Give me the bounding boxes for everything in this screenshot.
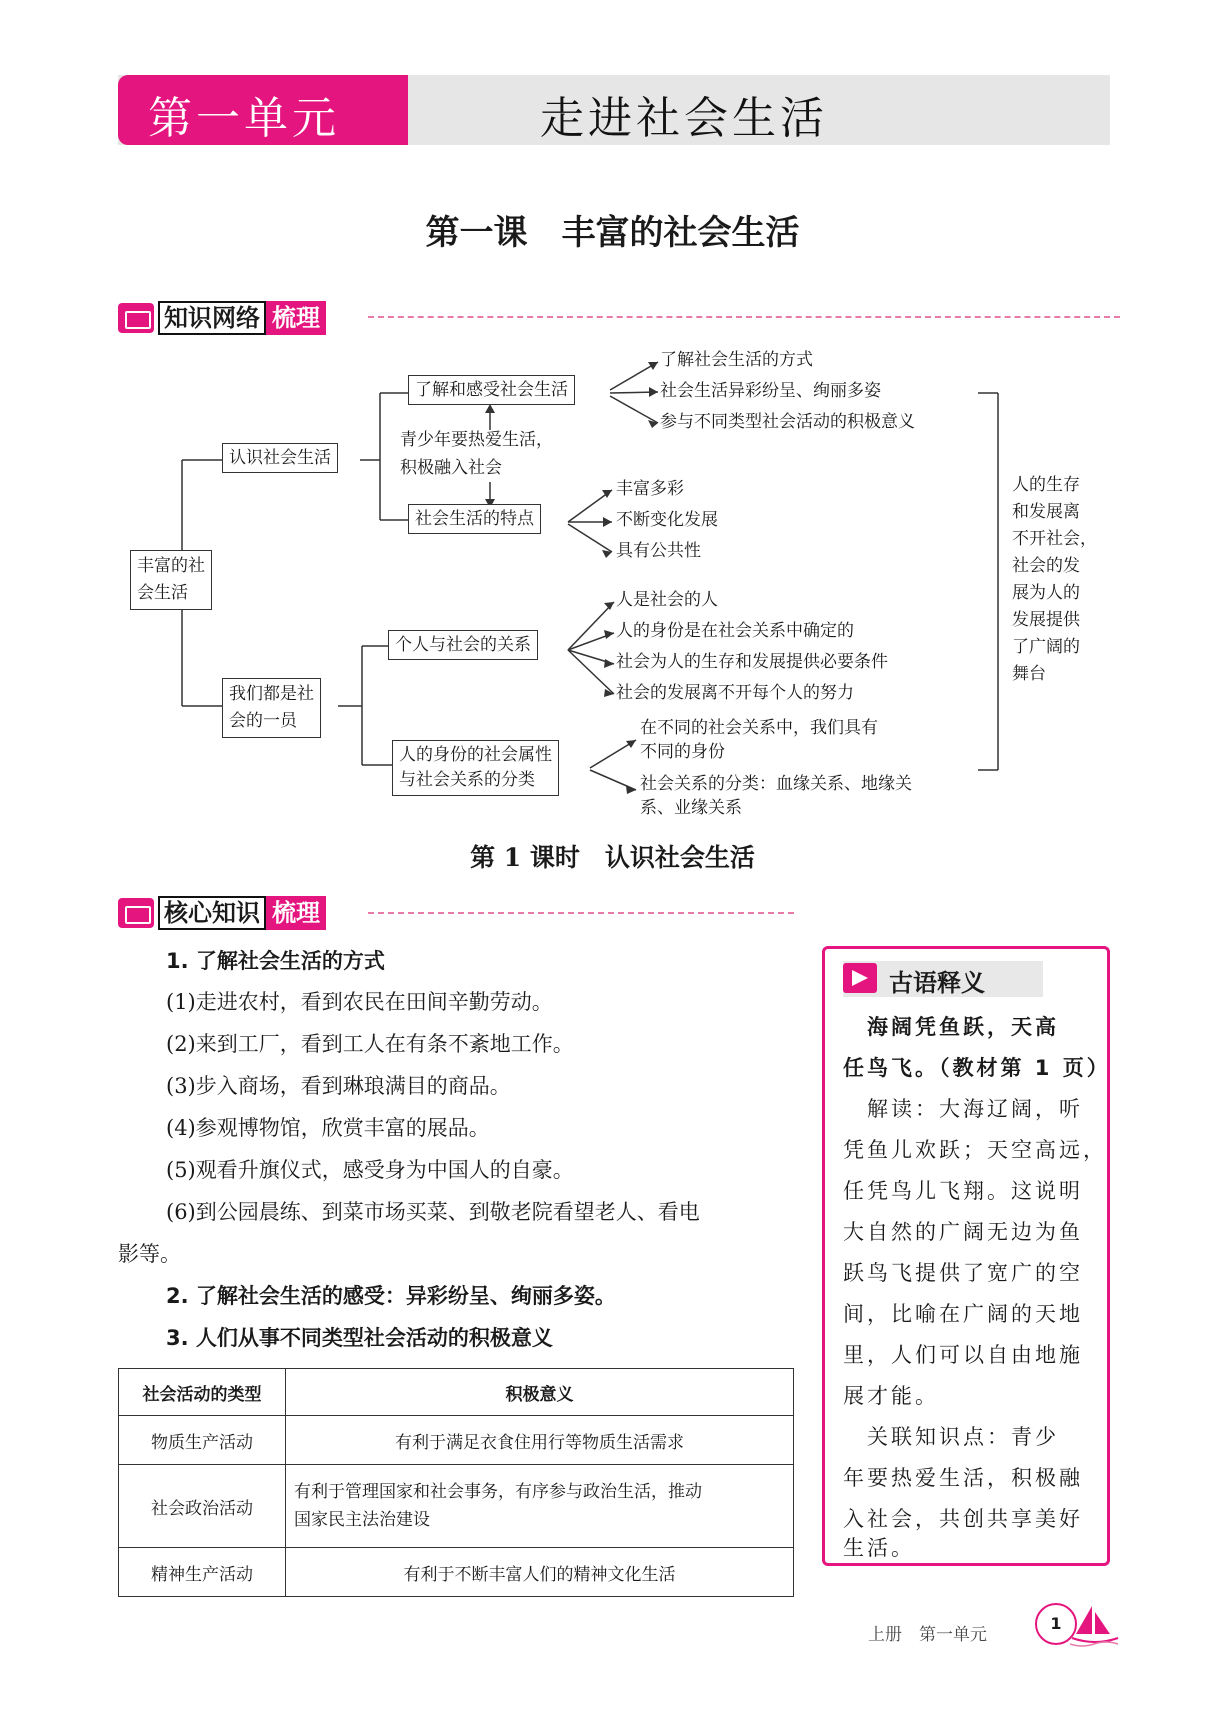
point-item: (1)走进农村，看到农民在田间辛勤劳动。 xyxy=(166,990,553,1014)
section-label: 核心知识 xyxy=(158,896,266,930)
section-header-core-knowledge xyxy=(118,895,326,931)
point-item: (5)观看升旗仪式，感受身为中国人的自豪。 xyxy=(166,1158,574,1182)
mind-map-connectors xyxy=(0,0,1225,830)
table-row xyxy=(119,1416,794,1465)
page-number: 1 xyxy=(1035,1603,1077,1645)
table-cell: 有利于满足衣食住用行等物质生活需求 xyxy=(286,1416,794,1465)
sidebar-text: 生活。 xyxy=(843,1536,915,1560)
mindmap-leaf: 人是社会的人 xyxy=(616,590,718,610)
unit-label: 第一单元 xyxy=(148,93,340,144)
sidebar-title: 古语释义 xyxy=(889,969,985,997)
sailboat-icon xyxy=(1070,1598,1120,1648)
table-cell: 有利于管理国家和社会事务，有序参与政治生活，推动 国家民主法治建设 xyxy=(286,1465,794,1548)
sidebar-text: 年要热爱生活，积极融 xyxy=(843,1466,1083,1490)
table-cell: 物质生产活动 xyxy=(119,1416,286,1465)
table-header-row xyxy=(119,1369,794,1416)
point-title: 1. 了解社会生活的方式 xyxy=(166,949,385,973)
sub-lesson-title: 第 1 课时 认识社会生活 xyxy=(470,843,755,872)
activity-table xyxy=(118,1368,794,1597)
table-cell: 有利于不断丰富人们的精神文化生活 xyxy=(286,1548,794,1597)
mindmap-node-identity-relations: 人的身份的社会属性 与社会关系的分类 xyxy=(392,740,559,796)
sidebar-text: 里，人们可以自由地施 xyxy=(843,1343,1083,1367)
sidebar-text: 间，比喻在广阔的天地 xyxy=(843,1302,1083,1326)
mindmap-summary: 人的生存 和发展离 不开社会， 社会的发 展为人的 发展提供 了广阔的 舞台 xyxy=(1012,475,1097,684)
point-item: (4)参观博物馆，欣赏丰富的展品。 xyxy=(166,1116,490,1140)
sidebar-quote: 任鸟飞。（教材第 1 页） xyxy=(843,1056,1111,1080)
mindmap-link-text: 青少年要热爱生活， 积极融入社会 xyxy=(400,430,553,478)
mindmap-root: 丰富的社 会生活 xyxy=(130,550,212,610)
section-divider xyxy=(368,912,794,914)
section-label-highlight: 梳理 xyxy=(266,301,326,335)
mindmap-node-individual-society: 个人与社会的关系 xyxy=(388,630,538,660)
sidebar-quote: 海阔凭鱼跃，天高 xyxy=(843,1015,1059,1039)
point-item: (2)来到工厂，看到工人在有条不紊地工作。 xyxy=(166,1032,574,1056)
point-item-continued: 影等。 xyxy=(118,1242,181,1266)
section-label-highlight: 梳理 xyxy=(266,896,326,930)
mindmap-branch-understand-society: 认识社会生活 xyxy=(222,443,338,473)
mindmap-leaf: 在不同的社会关系中，我们具有 不同的身份 xyxy=(640,718,878,762)
mindmap-leaf: 人的身份是在社会关系中确定的 xyxy=(616,621,854,641)
point-title: 2. 了解社会生活的感受：异彩纷呈、绚丽多姿。 xyxy=(166,1284,616,1308)
mindmap-node-understand-feel: 了解和感受社会生活 xyxy=(408,375,575,405)
sidebar-text: 入社会，共创共享美好 xyxy=(843,1507,1083,1531)
point-title: 3. 人们从事不同类型社会活动的积极意义 xyxy=(166,1326,553,1350)
table-cell: 精神生产活动 xyxy=(119,1548,286,1597)
mindmap-branch-society-member: 我们都是社 会的一员 xyxy=(222,678,321,738)
mindmap-leaf: 社会为人的生存和发展提供必要条件 xyxy=(616,652,888,672)
unit-title: 走进社会生活 xyxy=(540,93,828,144)
sidebar-text: 解读：大海辽阔，听 xyxy=(843,1097,1083,1121)
classical-quote-sidebar xyxy=(822,946,1110,1566)
point-item: (6)到公园晨练、到菜市场买菜、到敬老院看望老人、看电 xyxy=(166,1200,700,1224)
mindmap-leaf: 不断变化发展 xyxy=(616,510,718,530)
sidebar-text: 展才能。 xyxy=(843,1384,939,1408)
table-cell: 社会政治活动 xyxy=(119,1465,286,1548)
sidebar-text: 凭鱼儿欢跃；天空高远， xyxy=(843,1138,1107,1162)
mindmap-node-features: 社会生活的特点 xyxy=(408,504,541,534)
mindmap-leaf: 社会的发展离不开每个人的努力 xyxy=(616,683,854,703)
section-label: 知识网络 xyxy=(158,301,266,335)
book-icon xyxy=(118,898,154,928)
footer-text: 上册 第一单元 xyxy=(868,1625,987,1645)
mindmap-leaf: 丰富多彩 xyxy=(616,479,684,499)
mindmap-leaf: 参与不同类型社会活动的积极意义 xyxy=(660,412,915,432)
mindmap-leaf: 了解社会生活的方式 xyxy=(660,350,813,370)
sidebar-text: 跃鸟飞提供了宽广的空 xyxy=(843,1261,1083,1285)
table-header: 积极意义 xyxy=(286,1369,794,1416)
arrow-right-icon xyxy=(843,963,877,993)
point-item: (3)步入商场，看到琳琅满目的商品。 xyxy=(166,1074,511,1098)
table-row xyxy=(119,1548,794,1597)
table-row xyxy=(119,1465,794,1548)
sidebar-header xyxy=(843,961,1043,997)
mindmap-leaf: 具有公共性 xyxy=(616,541,701,561)
mindmap-leaf: 社会关系的分类：血缘关系、地缘关 系、业缘关系 xyxy=(640,774,912,818)
sidebar-text: 大自然的广阔无边为鱼 xyxy=(843,1220,1083,1244)
mind-map xyxy=(0,0,1225,830)
table-header: 社会活动的类型 xyxy=(119,1369,286,1416)
mindmap-leaf: 社会生活异彩纷呈、绚丽多姿 xyxy=(660,381,881,401)
sidebar-text: 任凭鸟儿飞翔。这说明 xyxy=(843,1179,1083,1203)
sidebar-text: 关联知识点：青少 xyxy=(843,1425,1059,1449)
lesson-title: 第一课 丰富的社会生活 xyxy=(425,213,800,253)
